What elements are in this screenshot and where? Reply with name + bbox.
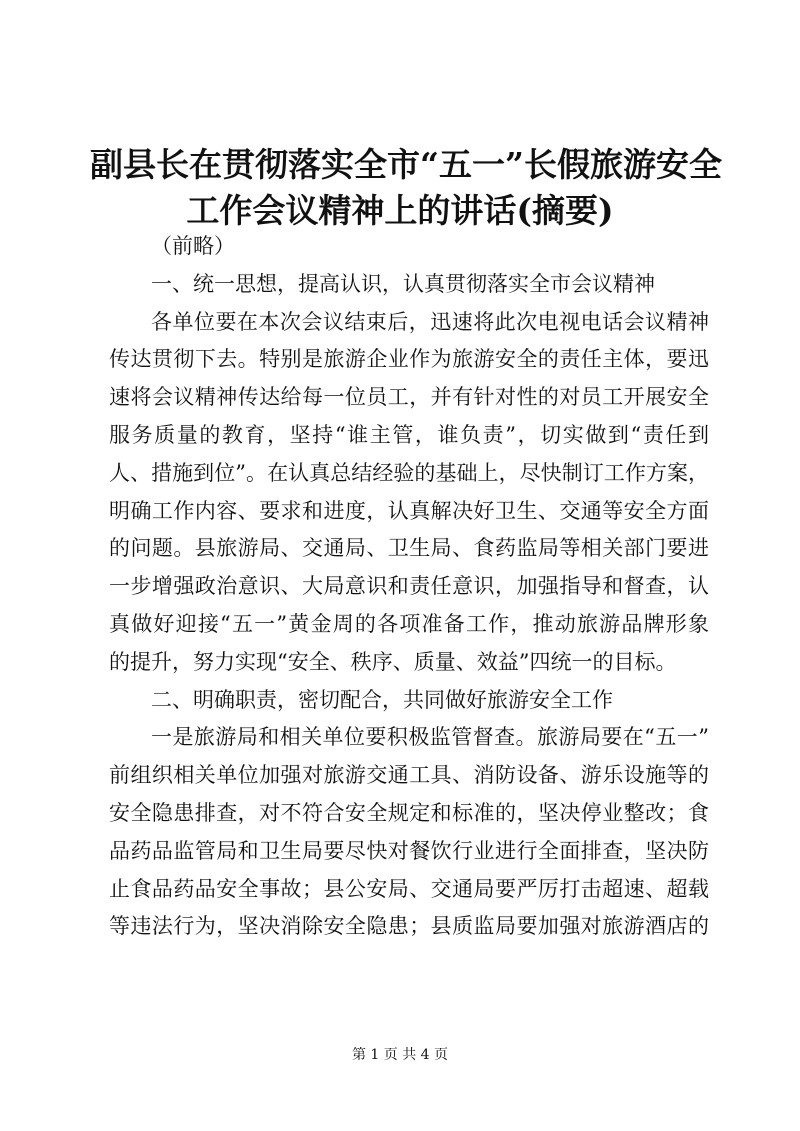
paragraph-line: 品药品监管局和卫生局要尽快对餐饮行业进行全面排查，坚决防: [109, 838, 709, 863]
paragraph-line: 等违法行为，坚决消除安全隐患；县质监局要加强对旅游酒店的: [109, 914, 709, 939]
paragraph-note: （前略）: [151, 234, 235, 258]
paragraph-line: 传达贯彻下去。特别是旅游企业作为旅游安全的责任主体，要迅: [109, 347, 709, 372]
section-heading-2: 二、明确职责，密切配合，共同做好旅游安全工作: [151, 687, 613, 712]
paragraph-line: 速将会议精神传达给每一位员工，并有针对性的对员工开展安全: [109, 385, 709, 410]
paragraph-line: 的问题。县旅游局、交通局、卫生局、食药监局等相关部门要进: [109, 536, 709, 561]
section-heading-1: 一、统一思想，提高认识，认真贯彻落实全市会议精神: [151, 271, 655, 296]
paragraph-line: 人、措施到位”。在认真总结经验的基础上，尽快制订工作方案，: [109, 460, 709, 485]
paragraph-line: 安全隐患排查，对不符合安全规定和标准的，坚决停业整改；食: [109, 800, 709, 825]
paragraph-line: 前组织相关单位加强对旅游交通工具、消防设备、游乐设施等的: [109, 763, 709, 788]
paragraph-line: 各单位要在本次会议结束后，迅速将此次电视电话会议精神: [151, 309, 709, 334]
paragraph-line: 一步增强政治意识、大局意识和责任意识，加强指导和督查，认: [109, 574, 709, 599]
page-footer: 第 1 页 共 4 页: [351, 1047, 449, 1063]
paragraph-line: 明确工作内容、要求和进度，认真解决好卫生、交通等安全方面: [109, 498, 709, 523]
paragraph-line: 一是旅游局和相关单位要积极监管督查。旅游局要在“五一”: [151, 725, 709, 750]
paragraph-line: 止食品药品安全事故；县公安局、交通局要严厉打击超速、超载: [109, 876, 709, 901]
title-line-1: 副县长在贯彻落实全市“五一”长假旅游安全: [90, 145, 722, 184]
document-title: [90, 142, 722, 234]
title-line-2: 工作会议精神上的讲话(摘要): [186, 191, 614, 230]
paragraph-line: 的提升，努力实现“安全、秩序、质量、效益”四统一的目标。: [109, 649, 677, 674]
paragraph-line: 真做好迎接“五一”黄金周的各项准备工作，推动旅游品牌形象: [109, 611, 709, 636]
document-body: [109, 228, 709, 946]
paragraph-line: 服务质量的教育，坚持“谁主管，谁负责”，切实做到“责任到: [109, 422, 709, 447]
